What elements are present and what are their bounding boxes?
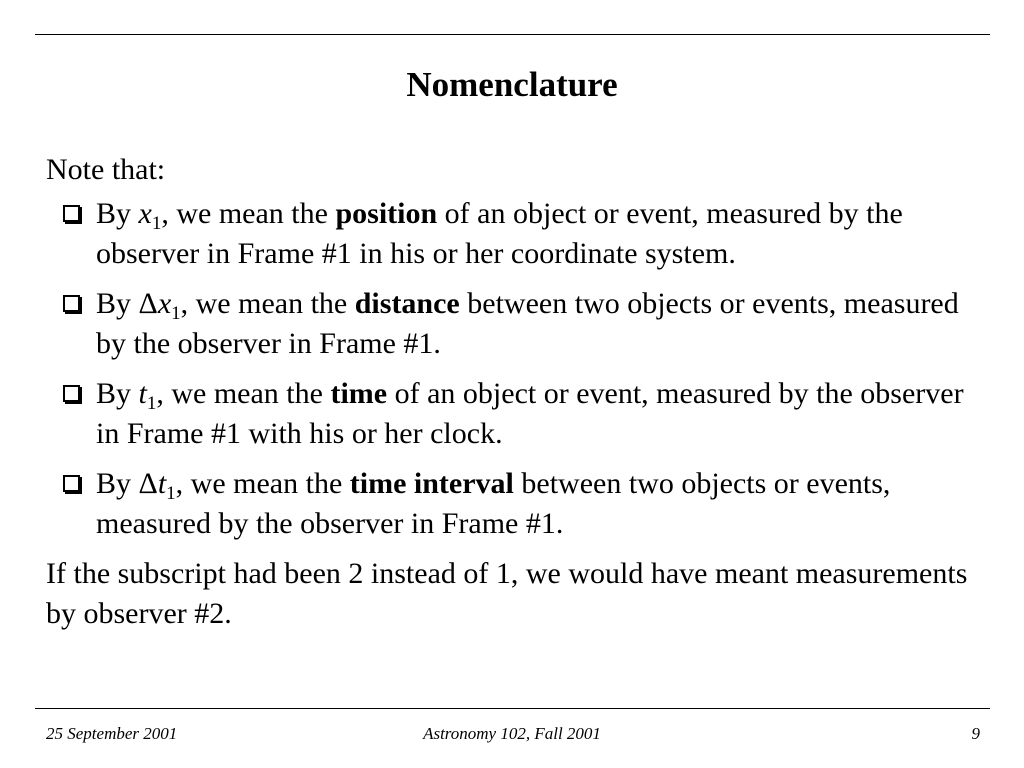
bullet-mid: , we mean the bbox=[175, 467, 350, 500]
bullet-subscript: 1 bbox=[171, 303, 181, 324]
outro-text: If the subscript had been 2 instead of 1, we would have meant measurements by observer #2. bbox=[46, 557, 968, 630]
bullet-item-time bbox=[46, 374, 991, 454]
bullet-rest: between two objects or events, measured by the observer in Frame #1. bbox=[96, 467, 891, 540]
bullet-term: time interval bbox=[349, 467, 514, 500]
checkbox-icon bbox=[63, 295, 80, 312]
bullet-item-distance bbox=[46, 284, 991, 364]
slide-body bbox=[46, 150, 991, 634]
checkbox-icon bbox=[63, 385, 80, 402]
bullet-term: distance bbox=[354, 287, 460, 320]
bullet-rest: of an object or event, measured by the observer in Frame #1 with his or her clock. bbox=[96, 377, 964, 450]
bullet-subscript: 1 bbox=[146, 393, 157, 414]
footer-page-number: 9 bbox=[971, 724, 980, 743]
top-divider bbox=[35, 34, 990, 35]
bullet-prefix: By bbox=[96, 287, 139, 320]
bullet-rest: of an object or event, measured by the observer in Frame #1 in his or her coordinate system. bbox=[96, 197, 903, 270]
bullet-term: position bbox=[335, 197, 438, 230]
bottom-divider bbox=[35, 708, 990, 709]
footer-course: Astronomy 102, Fall 2001 bbox=[423, 724, 601, 743]
checkbox-icon bbox=[63, 205, 80, 222]
bullet-delta: Δ bbox=[138, 287, 158, 320]
bullet-rest: between two objects or events, measured by the observer in Frame #1. bbox=[96, 287, 959, 360]
bullet-prefix: By bbox=[96, 197, 139, 230]
checkbox-icon bbox=[63, 475, 80, 492]
bullet-mid: , we mean the bbox=[156, 377, 331, 410]
bullet-item-time-interval bbox=[46, 464, 991, 544]
bullet-prefix: By bbox=[96, 377, 139, 410]
bullet-mid: , we mean the bbox=[161, 197, 336, 230]
slide-title: Nomenclature bbox=[406, 65, 618, 104]
bullet-variable: x bbox=[138, 197, 152, 230]
bullet-variable: x bbox=[157, 287, 172, 320]
bullet-subscript: 1 bbox=[151, 213, 162, 234]
bullet-variable: t bbox=[157, 467, 167, 500]
intro-text: Note that: bbox=[46, 153, 166, 186]
bullet-delta: Δ bbox=[138, 467, 158, 500]
bullet-mid: , we mean the bbox=[180, 287, 355, 320]
bullet-variable: t bbox=[138, 377, 147, 410]
footer-date: 25 September 2001 bbox=[46, 724, 178, 743]
bullet-prefix: By bbox=[96, 467, 139, 500]
bullet-item-position bbox=[46, 194, 991, 274]
bullet-subscript: 1 bbox=[166, 483, 176, 504]
bullet-term: time bbox=[330, 377, 388, 410]
